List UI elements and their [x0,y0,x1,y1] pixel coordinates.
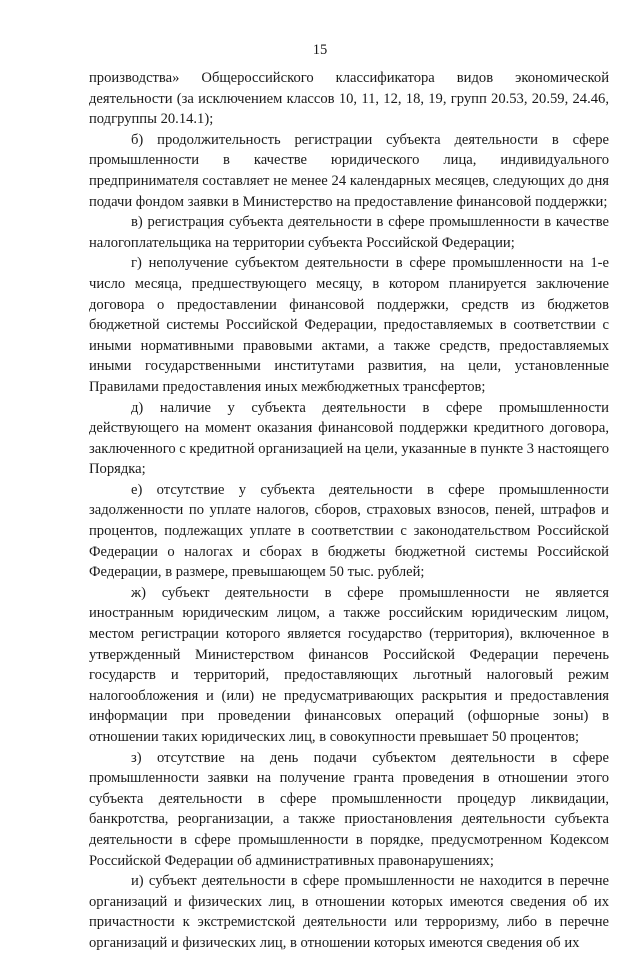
paragraph-item-i: и) субъект деятельности в сфере промышленности не находится в перечне организаций и физических лиц, в отношении которых имеются сведения об их причастности к экстремистской деятельности или терроризму, либо в перечне организаций и физических лиц, в отношении которых имеются сведения об их [89,873,609,951]
paragraph-item-b: б) продолжительность регистрации субъекта деятельности в сфере промышленности в качестве юридического лица, индивидуального предпринимателя составляет не менее 24 календарных месяцев, следующих до дня подачи фондом заявки в Министерство на предоставление финансовой поддержки; [89,131,609,210]
paragraph-continuation: производства» Общероссийского классификатора видов экономической деятельности (за исключением классов 10, 11, 12, 18, 19, групп 20.53, 20.59, 24.46, подгруппы 20.14.1); [89,70,609,128]
document-body [89,68,609,954]
paragraph-item-d: д) наличие у субъекта деятельности в сфере промышленности действующего на момент оказания финансовой поддержки кредитного договора, заключенного с кредитной организацией на цели, указанные в пункте 3 настоящего Порядка; [89,399,609,478]
page-number: 15 [312,42,328,58]
paragraph-item-e: е) отсутствие у субъекта деятельности в сфере промышленности задолженности по уплате налогов, сборов, страховых взносов, пеней, штрафов и процентов, подлежащих уплате в соответствии с законодательством Российской Федерации о налогах и сборах в бюджеты бюджетной системы Российской Федерации, в размере, превышающем 50 тыс. рублей; [89,481,609,581]
paragraph-item-g: г) неполучение субъектом деятельности в сфере промышленности на 1-е число месяца, предшествующего месяцу, в котором планируется заключение договора о предоставлении финансовой поддержки, средств из бюджетов бюджетной системы Российской Федерации, предоставляемых в соответствии с иными нормативными правовыми актами, а также средств, предоставляемых иными государственными институтами развития, на цели, установленные Правилами предоставления иных межбюджетных трансфертов; [89,255,609,395]
paragraph-item-z: з) отсутствие на день подачи субъектом деятельности в сфере промышленности заявки на получение гранта проведения в отношении этого субъекта деятельности в сфере промышленности процедур ликвидации, банкротства, реорганизации, а также приостановления деятельности субъекта деятельности в сфере промышленности в порядке, предусмотренном Кодексом Российской Федерации об административных правонарушениях; [89,749,609,869]
paragraph-item-v: в) регистрация субъекта деятельности в сфере промышленности в качестве налогоплательщика на территории субъекта Российской Федерации; [89,214,609,251]
paragraph-item-zh: ж) субъект деятельности в сфере промышленности не является иностранным юридическим лицом, а также российским юридическим лицом, местом регистрации которого является государство (территория), включенное в утвержденный Министерством финансов Российской Федерации перечень государств и территорий, предоставляющих льготный налоговый режим налогообложения и (или) не предусматривающих раскрытия и предоставления информации при проведении финансовых операций (офшорные зоны) в отношении таких юридических лиц, в совокупности превышает 50 процентов; [89,584,609,745]
